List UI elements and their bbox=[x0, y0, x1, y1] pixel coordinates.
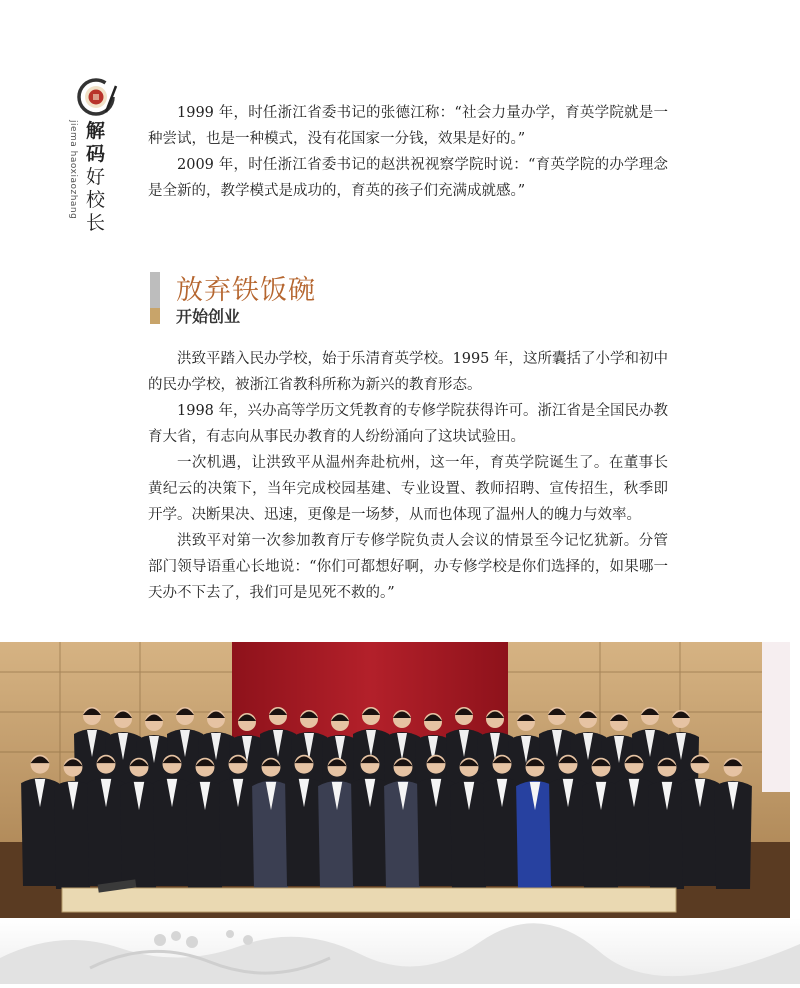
magazine-logo bbox=[76, 76, 118, 118]
ink-landscape-icon bbox=[0, 918, 800, 984]
body-text bbox=[148, 346, 668, 606]
sidebar-subtitle: jiema haoxiaozhang bbox=[68, 120, 78, 220]
footer-ink-decoration bbox=[0, 918, 800, 984]
body-paragraph: 一次机遇，让洪致平从温州奔赴杭州，这一年，育英学院诞生了。在董事长黄纪云的决策下，当年完成校园基建、专业设置、教师招聘、宣传招生，秋季即开学。决断果决、迅速，更像是一场梦，从而也体现了温州人的魄力与效率。 bbox=[148, 455, 668, 523]
body-paragraph: 洪致平踏入民办学校，始于乐清育英学校。1995 年，这所囊括了小学和初中的民办学校，被浙江省教科所称为新兴的教育形态。 bbox=[148, 351, 669, 393]
body-paragraph: 洪致平对第一次参加教育厅专修学院负责人会议的情景至今记忆犹新。分管部门领导语重心长地说：“你们可都想好啊，办专修学校是你们选择的，如果哪一天办不下去了，我们可是见死不救的。” bbox=[148, 533, 668, 601]
heading-bar-gold bbox=[150, 308, 160, 324]
section-title: 放弃铁饭碗 bbox=[176, 275, 316, 306]
sidebar-title-line2: 好校长 bbox=[86, 166, 106, 234]
body-paragraph: 1998 年，兴办高等学历文凭教育的专修学院获得许可。浙江省是全国民办教育大省，有志向从事民办教育的人纷纷涌向了这块试验田。 bbox=[148, 403, 669, 445]
intro-paragraph: 1999 年，时任浙江省委书记的张德江称：“社会力量办学，育英学院就是一种尝试，也是一种模式，没有花国家一分钱，效果是好的。” bbox=[148, 105, 668, 147]
ink-circle-logo-icon bbox=[76, 76, 118, 118]
sidebar-title bbox=[86, 120, 108, 235]
intro-paragraph: 2009 年，时任浙江省委书记的赵洪祝视察学院时说：“育英学院的办学理念是全新的，教学模式是成功的，育英的孩子们充满成就感。” bbox=[148, 157, 668, 199]
heading-bar-gray bbox=[150, 272, 160, 308]
section-subtitle: 开始创业 bbox=[176, 307, 241, 326]
group-photo-image bbox=[0, 642, 790, 918]
sidebar-title-line1: 解码 bbox=[86, 120, 106, 165]
group-photo bbox=[0, 642, 790, 918]
intro-text bbox=[148, 100, 668, 204]
